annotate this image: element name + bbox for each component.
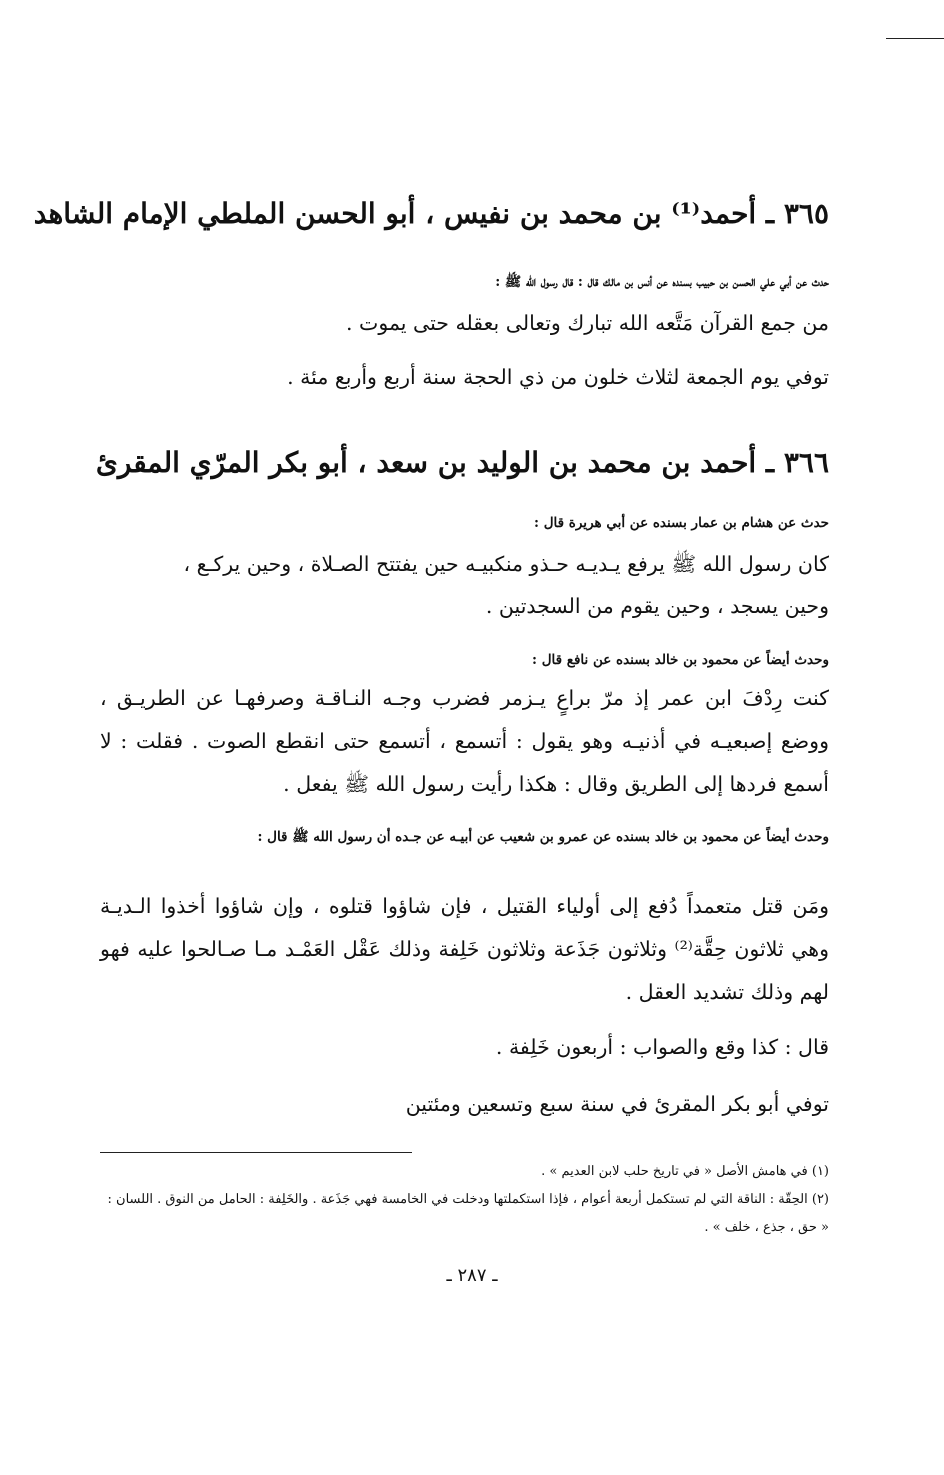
footnote-1: (١) في هامش الأصل « في تاريخ حلب لابن العديم » . — [541, 1164, 829, 1179]
entry-366-editor-note: قال : كذا وقع والصواب : أربعون خَلِفة . — [495, 1035, 829, 1059]
entry-366-narration-2: كنت رِدْفَ ابن عمر إذ مرّ براعٍ يـزمر فضرب وجـه النـاقـة وصرفهـا عن الطريـق ، ووضع إصبعيـه في أذنيـه وهو يقول : أتسمع ، أتسمع حتى انقطع الصوت . فقلت : لا أسمع فردها إلى الطريق وقال : هكذا رأيت رسول الله ﷺ يفعل . — [100, 686, 829, 796]
entry-365-hadith: من جمع القرآن مَتَّعه الله تبارك وتعالى بعقله حتى يموت . — [346, 311, 829, 335]
entry-366-isnad-2: وحدث أيضاً عن محمود بن خالد بسنده عن نافع قال : — [532, 652, 829, 668]
entry-366-hadith-3: ومَن قتل متعمداً دُفع إلى أولياء القتيل ، فإن شاؤوا قتلوه ، وإن شاؤوا أخذوا الـديـة وهي ثلاثون حِقَّة⁽²⁾ وثلاثون جَذَعة وثلاثون خَلِفة وذلك عَقْل العَمْـد مـا صـالحوا عليه فهو لهم وذلك تشديد العقل . — [100, 894, 829, 1004]
entry-365-heading: ٣٦٥ ـ أحمد⁽¹⁾ بن محمد بن نفيس ، أبو الحسن الملطي الإمام الشاهد — [33, 197, 829, 230]
entry-366-heading: ٣٦٦ ـ أحمد بن محمد بن الوليد بن سعد ، أبو بكر المرّي المقرئ — [95, 446, 829, 479]
entry-365-death: توفي يوم الجمعة لثلاث خلون من ذي الحجة سنة أربع وأربع مئة . — [287, 365, 829, 389]
top-corner-rule — [886, 38, 944, 39]
entry-366-isnad-1: حدث عن هشام بن عمار بسنده عن أبي هريرة قال : — [534, 515, 829, 531]
entry-365-isnad: حدث عن أبي علي الحسن بن حبيب بسنده عن أنس بن مالك قال : قال رسول الله ﷺ : — [495, 274, 829, 290]
footnote-separator — [100, 1152, 412, 1153]
entry-366-hadith-1-line-1: كان رسول الله ﷺ يرفع يـديـه حـذو منكبيـه حين يفتتح الصـلاة ، وحين يركـع ، — [183, 552, 829, 576]
entry-366-isnad-3: وحدث أيضاً عن محمود بن خالد بسنده عن عمرو بن شعيب عن أبيـه عن جـده أن رسول الله ﷺ قال : — [257, 829, 829, 845]
page-number: ـ ٢٨٧ ـ — [446, 1265, 498, 1286]
entry-366-death: توفي أبو بكر المقرئ في سنة سبع وتسعين ومئتين — [405, 1092, 829, 1116]
footnote-2: (٢) الحِقّة : الناقة التي لم تستكمل أربعة أعوام ، فإذا استكملتها ودخلت في الخامسة فهي جَذَعة . والخَلِفة : الحامل من النوق . اللسان : « حق ، جذع ، خلف » . — [107, 1192, 829, 1235]
entry-366-hadith-1-line-2: وحين يسجد ، وحين يقوم من السجدتين . — [485, 594, 829, 618]
